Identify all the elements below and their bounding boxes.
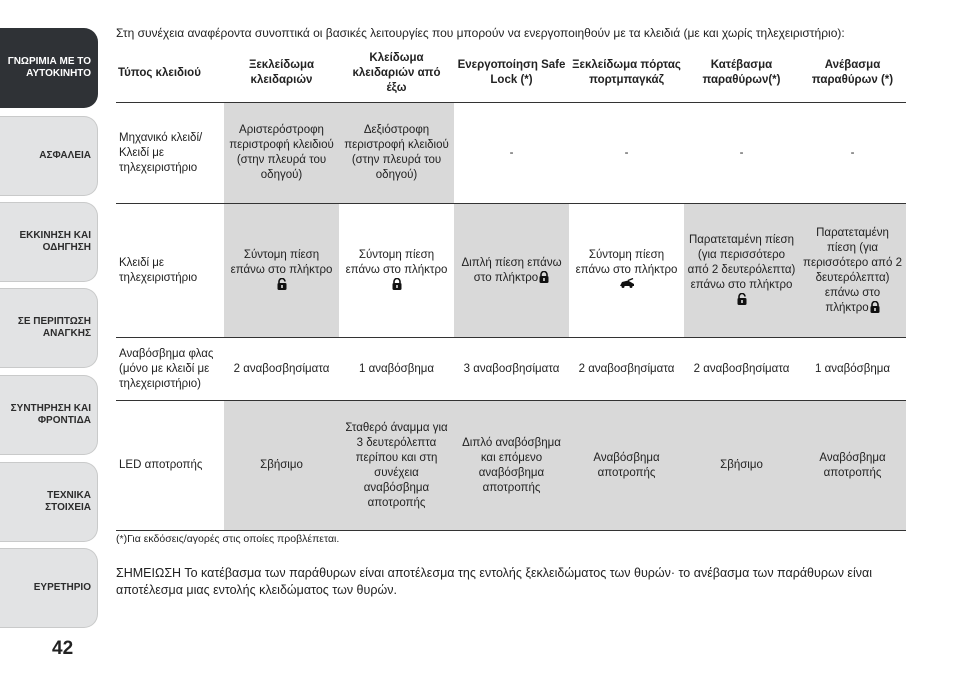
table-cell: Αναβόσβημα αποτροπής — [799, 401, 906, 531]
table-cell: Σταθερό άναμμα για 3 δευτερόλεπτα περίπου και στη συνέχεια αναβόσβημα αποτροπής — [339, 401, 454, 531]
tab-index[interactable]: ΕΥΡΕΤΗΡΙΟ — [0, 548, 98, 628]
table-header-row — [116, 44, 906, 103]
footnote: (*)Για εκδόσεις/αγορές στις οποίες προβλέπεται. — [116, 533, 340, 545]
table-row — [116, 103, 906, 204]
page-number: 42 — [52, 638, 74, 659]
tab-maintenance[interactable]: ΣΥΝΤΗΡΗΣΗ ΚΑΙ ΦΡΟΝΤΙΔΑ — [0, 375, 98, 455]
table-cell: Παρατεταμένη πίεση (για περισσότερο από 2 δευτερόλεπτα) επάνω στο πλήκτρο — [799, 204, 906, 338]
table-cell: Σύντομη πίεση επάνω στο πλήκτρο — [569, 204, 684, 338]
table-cell: Αναβόσβημα φλας (μόνο με κλειδί με τηλεχειριστήριο) — [116, 338, 224, 401]
table-header: Κατέβασμα παραθύρων(*) — [684, 44, 799, 103]
tab-technical-data[interactable]: ΤΕΧΝΙΚΑ ΣΤΟΙΧΕΙΑ — [0, 462, 98, 542]
lock-open-icon — [277, 278, 287, 290]
lock-open-icon — [737, 293, 747, 305]
table-cell: Κλειδί με τηλεχειριστήριο — [116, 204, 224, 338]
table-cell: Αριστερόστροφη περιστροφή κλειδιού (στην πλευρά του οδηγού) — [224, 103, 339, 204]
table-cell: LED αποτροπής — [116, 401, 224, 531]
chapter-sidebar — [0, 0, 104, 686]
table-cell: Παρατεταμένη πίεση (για περισσότερο από 2 δευτερόλεπτα) επάνω στο πλήκτρο — [684, 204, 799, 338]
table-cell: 3 αναβοσβησίματα — [454, 338, 569, 401]
table-header: Κλείδωμα κλειδαριών από έξω — [339, 44, 454, 103]
table-row — [116, 338, 906, 401]
table-cell: 1 αναβόσβημα — [799, 338, 906, 401]
tailgate-icon — [619, 278, 635, 288]
lock-icon — [870, 301, 880, 313]
table-row — [116, 401, 906, 531]
note-text: ΣΗΜΕΙΩΣΗ Το κατέβασμα των παράθυρων είναι αποτέλεσμα της εντολής ξεκλειδώματος των θυρών· το ανέβασμα των παράθυρων είναι αποτέλεσμα μιας εντολής κλειδώματος των θυρών. — [116, 566, 873, 597]
tab-safety[interactable]: ΑΣΦΑΛΕΙΑ — [0, 116, 98, 196]
table-cell: Σύντομη πίεση επάνω στο πλήκτρο — [339, 204, 454, 338]
table-cell: Διπλό αναβόσβημα και επόμενο αναβόσβημα αποτροπής — [454, 401, 569, 531]
table-header: Τύπος κλειδιού — [116, 44, 224, 103]
table-header: Ανέβασμα παραθύρων (*) — [799, 44, 906, 103]
table-cell: Μηχανικό κλειδί/ Κλειδί με τηλεχειριστήριο — [116, 103, 224, 204]
table-cell: - — [684, 103, 799, 204]
lock-icon — [392, 278, 402, 290]
tab-starting-driving[interactable]: ΕΚΚΙΝΗΣΗ ΚΑΙ ΟΔΗΓΗΣΗ — [0, 202, 98, 282]
table-header: Ενεργοποίηση Safe Lock (*) — [454, 44, 569, 103]
table-cell: - — [569, 103, 684, 204]
table-header: Ξεκλείδωμα κλειδαριών — [224, 44, 339, 103]
tab-emergency[interactable]: ΣΕ ΠΕΡΙΠΤΩΣΗ ΑΝΑΓΚΗΣ — [0, 288, 98, 368]
table-header: Ξεκλείδωμα πόρτας πορτμπαγκάζ — [569, 44, 684, 103]
table-cell: 2 αναβοσβησίματα — [569, 338, 684, 401]
table-cell: Δεξιόστροφη περιστροφή κλειδιού (στην πλευρά του οδηγού) — [339, 103, 454, 204]
table-row — [116, 204, 906, 338]
table-cell: - — [799, 103, 906, 204]
table-cell: 2 αναβοσβησίματα — [684, 338, 799, 401]
table-cell: Αναβόσβημα αποτροπής — [569, 401, 684, 531]
table-cell: Σβήσιμο — [224, 401, 339, 531]
table-cell: Σύντομη πίεση επάνω στο πλήκτρο — [224, 204, 339, 338]
intro-text: Στη συνέχεια αναφέροντα συνοπτικά οι βασικές λειτουργίες που μπορούν να ενεργοποιηθούν με τα κλειδιά (με και χωρίς τηλεχειριστήριο): — [116, 26, 845, 40]
key-functions-table — [116, 44, 906, 531]
table-cell: Διπλή πίεση επάνω στο πλήκτρο — [454, 204, 569, 338]
lock-icon — [539, 271, 549, 283]
table-cell: 1 αναβόσβημα — [339, 338, 454, 401]
table-cell: - — [454, 103, 569, 204]
table-cell: 2 αναβοσβησίματα — [224, 338, 339, 401]
table-cell: Σβήσιμο — [684, 401, 799, 531]
tab-getting-to-know[interactable]: ΓΝΩΡΙΜΙΑ ΜΕ ΤΟ ΑΥΤΟΚΙΝΗΤΟ — [0, 28, 98, 108]
